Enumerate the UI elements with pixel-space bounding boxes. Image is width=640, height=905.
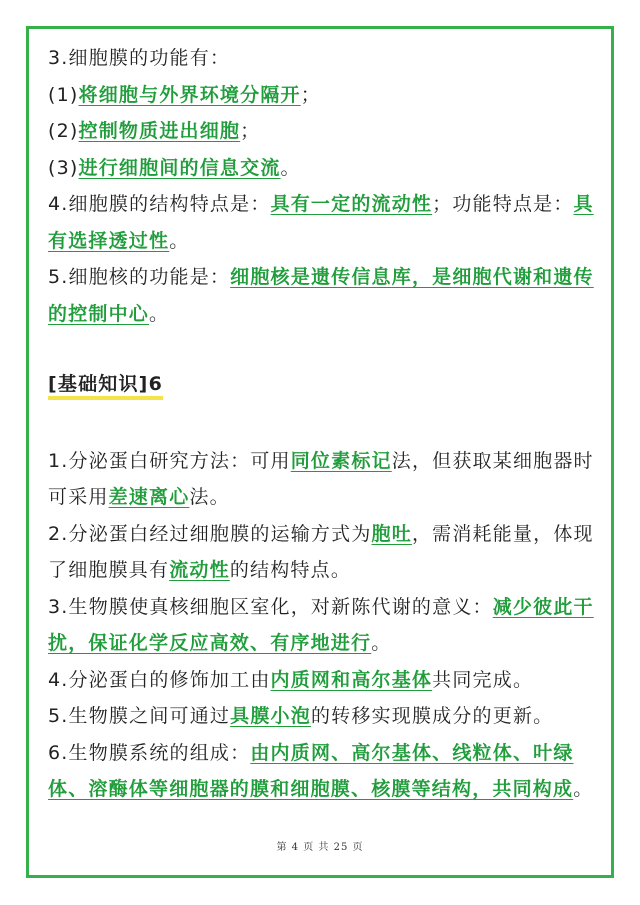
answer-compartment: 减少彼此干扰，保证化学反应高效、有序地进行 — [48, 595, 594, 654]
answer-vesicle: 具膜小泡 — [230, 705, 311, 727]
item-3-title: 3.细胞膜的功能有： — [48, 47, 231, 69]
item-3-sub-2: (2)控制物质进出细胞； — [48, 120, 261, 142]
s2-item-6: 6.生物膜系统的组成：由内质网、高尔基体、线粒体、叶绿体、溶酶体等细胞器的膜和细胞膜、核膜等结构，共同构成。 — [48, 741, 594, 800]
answer-er-golgi: 内质网和高尔基体 — [270, 668, 433, 691]
item-3-sub-1: (1)将细胞与外界环境分隔开； — [48, 83, 321, 106]
s2-item-4: 4.分泌蛋白的修饰加工由内质网和高尔基体共同完成。 — [48, 668, 534, 691]
document-body — [48, 40, 596, 808]
answer-2: 控制物质进出细胞 — [78, 120, 241, 142]
answer-centrifuge: 差速离心 — [108, 486, 190, 508]
section-heading: [基础知识]6 — [48, 366, 596, 403]
item-4: 4.细胞膜的结构特点是：具有一定的流动性；功能特点是：具有选择透过性。 — [48, 193, 594, 252]
s2-item-5: 5.生物膜之间可通过具膜小泡的转移实现膜成分的更新。 — [48, 705, 554, 727]
item-3-sub-3: (3)进行细胞间的信息交流。 — [48, 156, 301, 179]
item-5: 5.细胞核的功能是：细胞核是遗传信息库，是细胞代谢和遗传的控制中心。 — [48, 266, 594, 325]
answer-1: 将细胞与外界环境分隔开 — [78, 83, 301, 106]
answer-isotope: 同位素标记 — [290, 449, 392, 472]
answer-nucleus: 细胞核是遗传信息库，是细胞代谢和遗传的控制中心 — [48, 266, 594, 325]
page-footer: 第 4 页 共 25 页 — [276, 842, 364, 853]
s2-item-2: 2.分泌蛋白经过细胞膜的运输方式为胞吐，需消耗能量，体现了细胞膜具有流动性的结构特点。 — [48, 522, 594, 581]
s2-item-3: 3.生物膜使真核细胞区室化，对新陈代谢的意义：减少彼此干扰，保证化学反应高效、有序地进行。 — [48, 595, 594, 654]
answer-structure: 具有一定的流动性 — [270, 193, 433, 215]
answer-fluidity: 流动性 — [169, 559, 230, 581]
answer-3: 进行细胞间的信息交流 — [78, 156, 281, 179]
answer-membrane-system: 由内质网、高尔基体、线粒体、叶绿体、溶酶体等细胞器的膜和细胞膜、核膜等结构，共同构成 — [48, 741, 574, 800]
answer-exocytosis: 胞吐 — [371, 522, 412, 545]
answer-function: 具有选择透过性 — [48, 193, 594, 252]
s2-item-1: 1.分泌蛋白研究方法：可用同位素标记法，但获取某细胞器时可采用差速离心法。 — [48, 449, 594, 508]
